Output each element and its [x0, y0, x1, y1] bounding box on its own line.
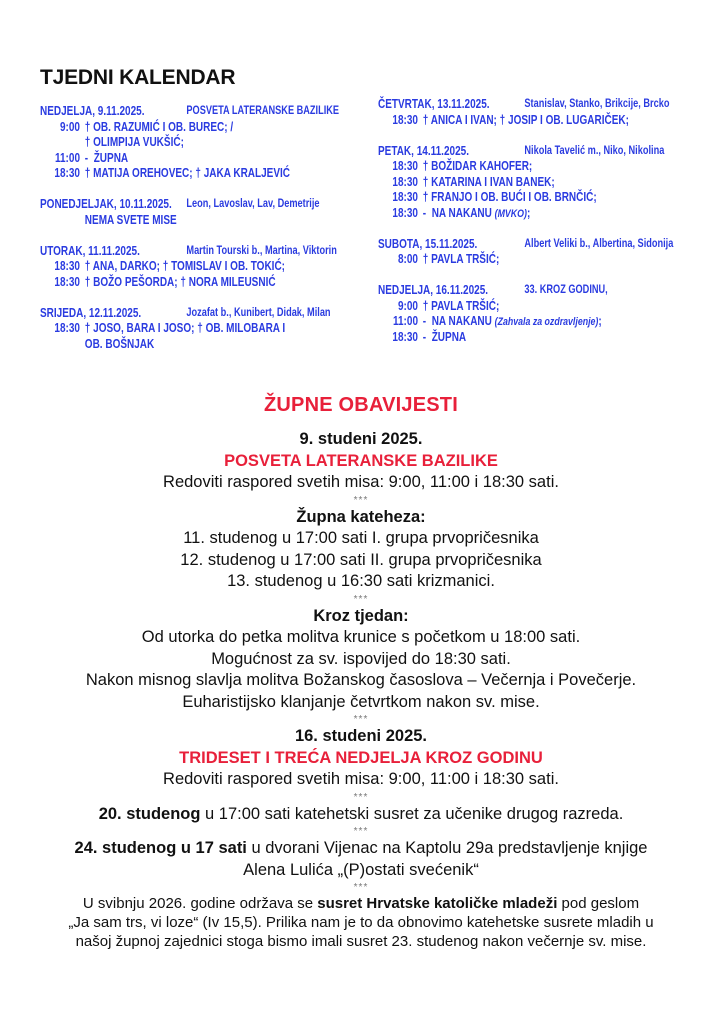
- notice-line: [0, 726, 722, 748]
- notice-text: našoj župnoj zajednici stoga bismo imali susret 23. studenog nakon večernje sv. mise.: [75, 933, 647, 950]
- calendar-day: [40, 104, 380, 182]
- notice-bold: Kroz tjedan:: [313, 606, 409, 625]
- notice-line: [0, 838, 722, 860]
- calendar-day: [378, 283, 718, 345]
- notices-heading: ŽUPNE OBAVIJESTI: [264, 394, 458, 416]
- separator: [0, 713, 722, 726]
- mass-intention: OB. RAZUMIĆ I OB. BUREC; /: [93, 119, 234, 134]
- mass-intention: BOŽIDAR KAHOFER;: [431, 159, 533, 173]
- mass-intention: PAVLA TRŠIĆ;: [431, 252, 500, 266]
- notice-bold: Župna kateheza:: [296, 507, 426, 526]
- day-saints: Jozafat b., Kunibert, Didak, Milan: [186, 306, 331, 319]
- day-saints: Martin Tourski b., Martina, Viktorin: [186, 244, 337, 257]
- mass-note: (Zahvala za ozdravljenje): [494, 316, 599, 328]
- notices-body: [0, 429, 722, 951]
- notice-text: pod geslom: [557, 895, 640, 912]
- mass-mark: †: [422, 174, 429, 189]
- notice-text: ***: [353, 494, 369, 506]
- mass-line: [378, 299, 650, 315]
- notice-text: 11. studenog u 17:00 sati I. grupa prvopričesnika: [183, 529, 539, 547]
- calendar-day: [40, 306, 380, 353]
- notice-bold: 24. studenog u 17 sati: [74, 839, 247, 857]
- mass-line: [378, 175, 650, 191]
- notice-text: Mogućnost za sv. ispovijed do 18:30 sati.: [211, 649, 511, 668]
- mass-line: [40, 151, 312, 167]
- mass-mark: †: [84, 321, 91, 335]
- mass-intention: JOSO, BARA I JOSO; † OB. MILOBARA I: [93, 321, 286, 335]
- notice-line: [0, 429, 722, 451]
- separator: [0, 881, 722, 894]
- mass-time: 18:30: [392, 329, 418, 344]
- notice-bold: 16. studeni 2025.: [294, 727, 428, 745]
- day-header: [378, 236, 674, 253]
- mass-mark: †: [84, 119, 91, 134]
- mass-intention: OB. BOŠNJAK: [84, 336, 155, 351]
- notice-line: [0, 571, 722, 593]
- mass-mark: †: [422, 112, 429, 127]
- mass-time: 8:00: [397, 252, 418, 266]
- mass-line: [378, 314, 650, 330]
- notice-text: ***: [353, 791, 369, 803]
- notice-line: [0, 627, 722, 649]
- notice-text: Od utorka do petka molitva krunice s početkom u 18:00 sati.: [141, 628, 581, 646]
- calendar-left-column: [40, 104, 380, 368]
- mass-mark: -: [422, 329, 427, 344]
- notice-text: ***: [353, 882, 369, 893]
- mass-time: 18:30: [392, 205, 418, 220]
- mass-note: (MVKO): [494, 207, 527, 220]
- mass-line: [378, 252, 650, 268]
- day-label: NEDJELJA, 16.11.2025.: [378, 283, 489, 297]
- mass-time: 18:30: [392, 112, 418, 127]
- calendar-day: [40, 244, 380, 291]
- day-label: PONEDJELJAK, 10.11.2025.: [40, 197, 172, 211]
- day-label: ČETVRTAK, 13.11.2025.: [378, 97, 490, 111]
- mass-time: 18:30: [392, 159, 418, 173]
- mass-intention: ŽUPNA: [93, 150, 129, 165]
- mass-mark: -: [422, 205, 427, 220]
- notice-line: [0, 913, 722, 932]
- mass-time: 18:30: [54, 259, 80, 273]
- mass-suffix: ;: [598, 314, 602, 328]
- day-header: [40, 197, 320, 213]
- mass-time: 11:00: [392, 314, 418, 328]
- notice-line: [0, 528, 722, 550]
- mass-line: [40, 321, 312, 337]
- notice-text: Redoviti raspored svetih misa: 9:00, 11:00 i 18:30 sati.: [163, 473, 559, 491]
- notice-text: Redoviti raspored svetih misa: 9:00, 11:00 i 18:30 sati.: [163, 770, 559, 788]
- mass-mark: -: [422, 314, 427, 328]
- mass-intention: NA NAKANU: [431, 314, 492, 328]
- day-saints: Nikola Tavelić m., Niko, Nikolina: [524, 144, 665, 157]
- notice-text: U svibnju 2026. godine održava se: [82, 895, 318, 912]
- mass-line: [378, 113, 650, 129]
- day-header: [378, 143, 665, 160]
- notice-bold: 20. studenog: [98, 804, 201, 823]
- notice-title: POSVETA LATERANSKE BAZILIKE: [224, 451, 498, 470]
- mass-intention: ANA, DARKO; † TOMISLAV I OB. TOKIĆ;: [92, 259, 286, 273]
- mass-intention: BOŽO PEŠORDA; † NORA MILEUSNIĆ: [93, 274, 276, 289]
- mass-time: 18:30: [54, 321, 80, 335]
- mass-time: 9:00: [397, 298, 418, 313]
- day-header: [40, 243, 337, 260]
- mass-mark: †: [422, 190, 429, 204]
- mass-mark: †: [422, 298, 429, 313]
- mass-line: [40, 120, 312, 136]
- mass-intention: OLIMPIJA VUKŠIĆ;: [93, 135, 184, 149]
- mass-line: [40, 337, 312, 353]
- notice-text: ***: [353, 714, 369, 725]
- separator: [0, 825, 722, 838]
- mass-intention: PAVLA TRŠIĆ;: [431, 298, 500, 313]
- notice-line: [0, 649, 722, 671]
- separator: [0, 593, 722, 606]
- mass-mark: †: [84, 135, 91, 149]
- calendar-day: [378, 97, 718, 128]
- day-label: SUBOTA, 15.11.2025.: [378, 236, 478, 251]
- calendar-day: [378, 144, 718, 222]
- notice-line: [0, 860, 722, 882]
- notice-line: [0, 606, 722, 628]
- day-label: SRIJEDA, 12.11.2025.: [40, 305, 142, 320]
- day-saints: Albert Veliki b., Albertina, Sidonija: [524, 237, 674, 250]
- mass-intention: NA NAKANU: [431, 205, 492, 220]
- notice-line: [0, 804, 722, 826]
- notice-text: ***: [353, 593, 369, 605]
- notice-text: 13. studenog u 16:30 sati krizmanici.: [227, 572, 495, 590]
- day-header: [40, 104, 340, 120]
- parish-notices: [0, 394, 722, 951]
- day-label: UTORAK, 11.11.2025.: [40, 243, 140, 258]
- day-saints: POSVETA LATERANSKE BAZILIKE: [186, 105, 340, 117]
- day-label: PETAK, 14.11.2025.: [378, 143, 469, 158]
- notice-line: [0, 932, 722, 951]
- notice-text: Euharistijsko klanjanje četvrtkom nakon sv. mise.: [182, 692, 540, 711]
- mass-line: [40, 213, 312, 229]
- mass-mark: †: [84, 259, 91, 273]
- mass-time: 18:30: [54, 166, 80, 180]
- calendar-title: TJEDNI KALENDAR: [40, 66, 236, 89]
- day-header: [378, 97, 670, 113]
- notice-line: [0, 894, 722, 913]
- notice-text: 12. studenog u 17:00 sati II. grupa prvopričesnika: [180, 550, 542, 569]
- mass-mark: †: [84, 274, 91, 289]
- mass-mark: -: [84, 150, 89, 165]
- notice-line: [0, 748, 722, 770]
- mass-suffix: ;: [526, 205, 531, 220]
- calendar-right-column: [378, 97, 718, 361]
- mass-time: 9:00: [59, 119, 80, 134]
- calendar-day: [378, 237, 718, 268]
- mass-line: [378, 159, 650, 175]
- mass-line: [40, 166, 312, 182]
- calendar-day: [40, 197, 380, 228]
- mass-time: 11:00: [54, 150, 80, 165]
- notice-text: u dvorani Vijenac na Kaptolu 29a predstavljenje knjige: [246, 839, 648, 857]
- separator: [0, 494, 722, 507]
- notice-bold: susret Hrvatske katoličke mladeži: [317, 895, 558, 912]
- day-label: NEDJELJA, 9.11.2025.: [40, 104, 145, 118]
- mass-intention: ŽUPNA: [431, 329, 467, 344]
- day-saints: Stanislav, Stanko, Brikcije, Brcko: [524, 98, 670, 110]
- notice-line: [0, 451, 722, 473]
- mass-line: [378, 330, 650, 346]
- notice-line: [0, 550, 722, 572]
- mass-time: 18:30: [54, 274, 80, 289]
- mass-intention: KATARINA I IVAN BANEK;: [431, 174, 555, 189]
- mass-intention: NEMA SVETE MISE: [84, 212, 177, 227]
- notice-text: Alena Lulića „(P)ostati svećenik“: [243, 860, 479, 879]
- notice-line: [0, 769, 722, 791]
- mass-line: [378, 190, 650, 206]
- mass-line: [378, 206, 650, 222]
- mass-time: 18:30: [392, 174, 418, 189]
- day-saints: Leon, Lavoslav, Lav, Demetrije: [186, 198, 320, 210]
- notice-text: Nakon misnog slavlja molitva Božanskog časoslova – Večernja i Povečerje.: [85, 671, 637, 689]
- notice-text: „Ja sam trs, vi loze“ (Iv 15,5). Prilika nam je to da obnovimo katehetske susrete mladih u: [68, 914, 654, 931]
- notice-title: TRIDESET I TREĆA NEDJELJA KROZ GODINU: [179, 748, 543, 767]
- notice-bold: 9. studeni 2025.: [299, 430, 423, 448]
- notice-text: u 17:00 sati katehetski susret za učenike drugog razreda.: [200, 804, 624, 823]
- notice-line: [0, 472, 722, 494]
- notice-text: ***: [353, 826, 369, 837]
- separator: [0, 791, 722, 804]
- notice-line: [0, 507, 722, 529]
- mass-line: [40, 135, 312, 151]
- mass-intention: FRANJO I OB. BUĆI I OB. BRNČIĆ;: [431, 190, 597, 204]
- mass-intention: ANICA I IVAN; † JOSIP I OB. LUGARIČEK;: [430, 112, 629, 127]
- mass-intention: MATIJA OREHOVEC; † JAKA KRALJEVIĆ: [93, 166, 291, 180]
- mass-mark: †: [422, 159, 429, 173]
- notice-line: [0, 692, 722, 714]
- mass-line: [40, 275, 312, 291]
- day-header: [378, 283, 650, 299]
- day-saints: 33. KROZ GODINU,: [524, 284, 608, 296]
- mass-line: [40, 259, 312, 275]
- mass-mark: †: [84, 166, 91, 180]
- notice-line: [0, 670, 722, 692]
- day-header: [40, 305, 331, 322]
- mass-time: 18:30: [392, 190, 418, 204]
- mass-mark: †: [422, 252, 429, 266]
